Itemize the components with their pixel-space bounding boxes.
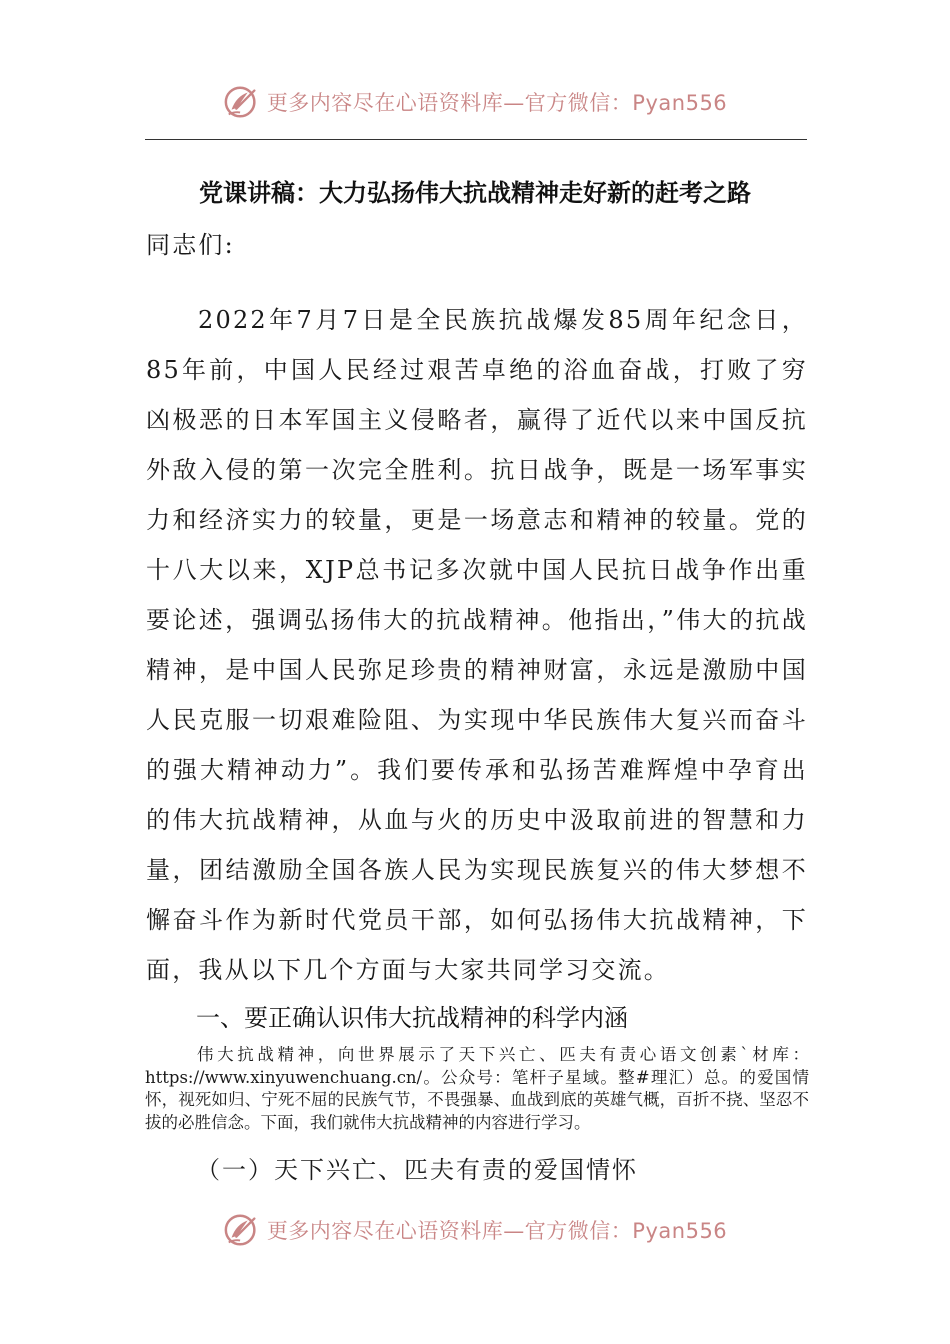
banner-text: 更多内容尽在心语资料库—官方微信：Pyan556 xyxy=(266,91,728,115)
body-paragraph-intro: 2022年7月7日是全民族抗战爆发85周年纪念日，85年前，中国人民经过艰苦卓绝的浴血奋战，打败了穷凶极恶的日本军国主义侵略者，赢得了近代以来中国反抗外敌入侵的第一次完全胜利。抗日战争，既是一场军事实力和经济实力的较量，更是一场意志和精神的较量。党的十八大以来，XJP总书记多次就中国人民抗日战争作出重要论述，强调弘扬伟大的抗战精神。他指出，”伟大的抗战精神，是中国人民弥足珍贵的精神财富，永远是激励中国人民克服一切艰难险阻、为实现中华民族伟大复兴而奋斗的强大精神动力”。我们要传承和弘扬苦难辉煌中孕育出的伟大抗战精神，从血与火的历史中汲取前进的智慧和力量，团结激励全国各族人民为实现民族复兴的伟大梦想不懈奋斗作为新时代党员干部，如何弘扬伟大抗战精神，下面，我从以下几个方面与大家共同学习交流。 xyxy=(146,306,808,984)
pen-logo-icon xyxy=(223,83,261,121)
pen-logo-icon xyxy=(223,1211,261,1249)
salutation: 同志们: xyxy=(146,231,235,259)
section-heading-1: 一、要正确认识伟大抗战精神的科学内涵 xyxy=(196,1004,628,1032)
document-title: 党课讲稿：大力弘扬伟大抗战精神走好新的赶考之路 xyxy=(199,179,751,207)
footer-banner xyxy=(0,1208,950,1252)
header-divider xyxy=(145,139,807,140)
body-paragraph-section-1: 伟大抗战精神，向世界展示了天下兴亡、匹夫有责心语文创素`材库：https://www.xinyuwenchuang.cn/。公众号：笔杆子星域。整#理汇）总。的爱国情怀，视死如归、宁死不屈的民族气节，不畏强暴、血战到底的英雄气概，百折不挠、坚忍不拔的必胜信念。下面，我们就伟大抗战精神的内容进行学习。 xyxy=(145,1045,809,1132)
banner-text: 更多内容尽在心语资料库—官方微信：Pyan556 xyxy=(266,1219,728,1243)
subsection-heading-1: （一）天下兴亡、匹夫有责的爱国情怀 xyxy=(196,1156,638,1184)
header-banner xyxy=(0,80,950,124)
